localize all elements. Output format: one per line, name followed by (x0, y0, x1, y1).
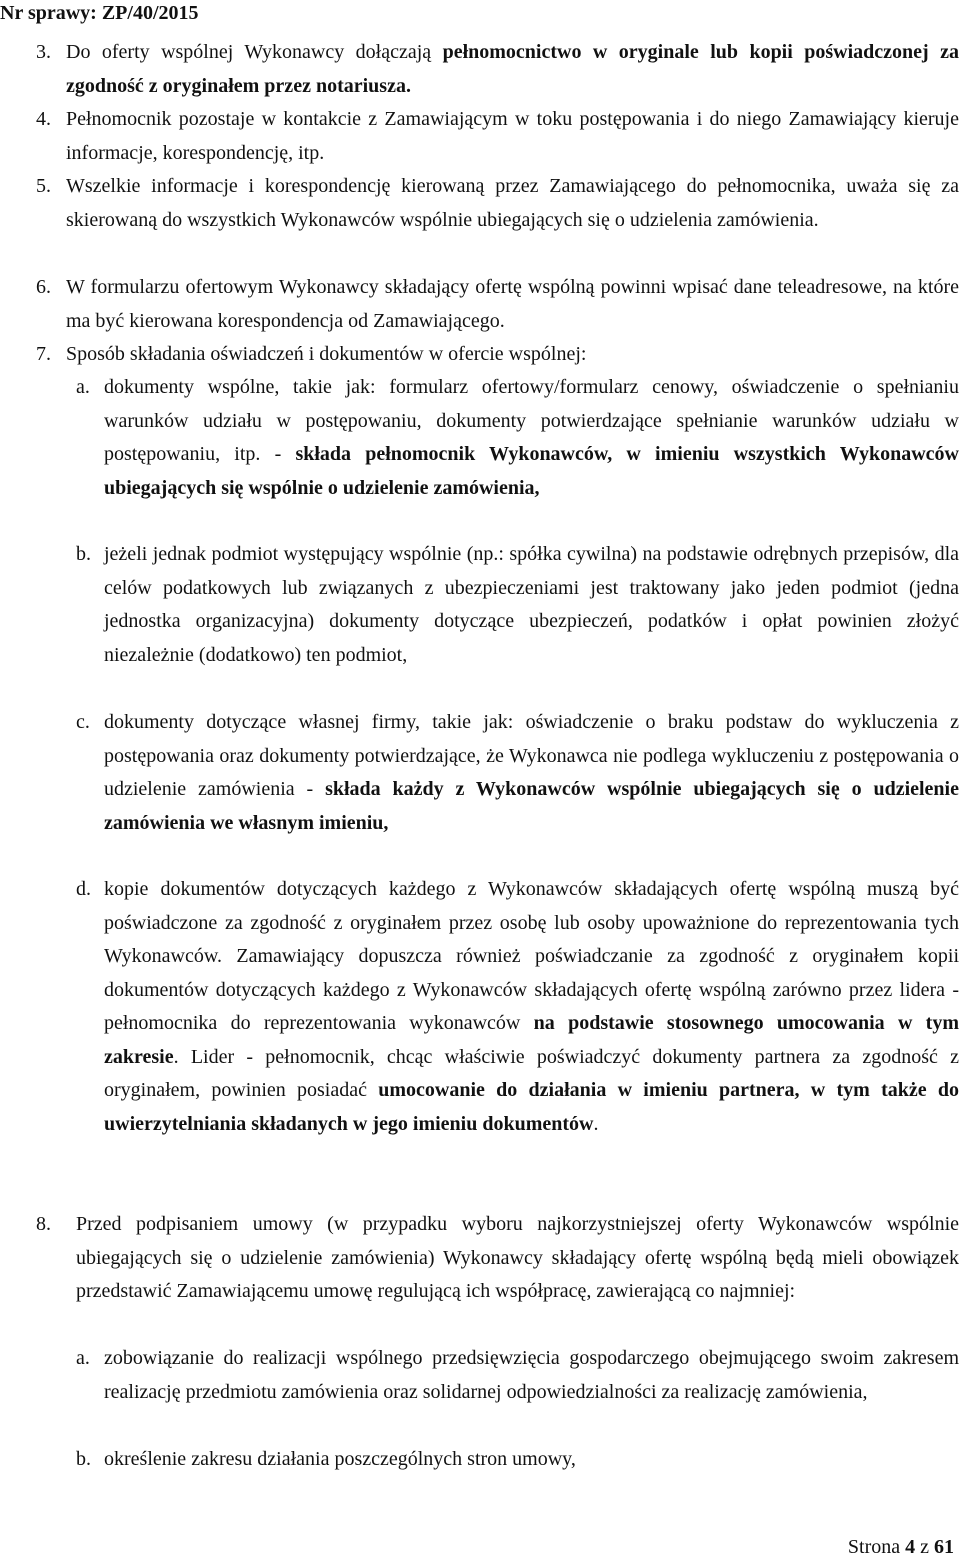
item-8b-text: określenie zakresu działania poszczególnych stron umowy, (104, 1448, 576, 1470)
item-7d-text-plain-2: . Lider - pełnomocnik, chcąc właściwie poświadczyć dokumenty partnera za zgodność z oryginałem, powinien posiadać (104, 1045, 959, 1101)
item-7d-text-bold-2: umocowanie do działania w imieniu partnera, w tym także do uwierzytelniania składanych w jego imieniu dokumentów (104, 1079, 959, 1135)
item-6-text: W formularzu ofertowym Wykonawcy składający ofertę wspólną powinni wpisać dane teleadresowe, na które ma być kierowana korespondencja od Zamawiającego. (66, 276, 959, 332)
item-7a-text (104, 371, 959, 505)
item-3-text-plain: Do oferty wspólnej Wykonawcy dołączają (66, 41, 443, 63)
item-3-text-bold: pełnomocnictwo w oryginale lub kopii poświadczonej za zgodność z oryginałem przez notariusza. (66, 41, 959, 97)
item-7d-text-plain-3: . (593, 1112, 599, 1135)
item-7a-text-plain: dokumenty wspólne, takie jak: formularz ofertowy/formularz cenowy, oświadczenie o spełnianiu warunków udziału w postępowaniu, dokumenty potwierdzające spełnianie warunków udziału w postępowaniu, itp. - (104, 376, 959, 465)
item-8-text: Przed podpisaniem umowy (w przypadku wyboru najkorzystniejszej oferty Wykonawców wspólnie ubiegających się o udzielenie zamówienia) Wykonawcy składający ofertę wspólną będą mieli obowiązek przedstawić Zamawiającemu umowę regulującą ich współpracę, zawierającą co najmniej: (76, 1213, 959, 1302)
item-3-text (66, 36, 959, 103)
item-7d-label: d. (76, 878, 91, 900)
item-8a-label: a. (76, 1347, 90, 1369)
item-7c-text-bold: składa każdy z Wykonawców wspólnie ubiegających się o udzielenie zamówienia we własnym imieniu, (104, 778, 959, 834)
item-7a-text-bold: składa pełnomocnik Wykonawców, w imieniu wszystkich Wykonawców ubiegających się wspólnie o udzielenie zamówienia, (104, 443, 959, 499)
item-5-text: Wszelkie informacje i korespondencję kierowaną przez Zamawiającego do pełnomocnika, uważa się za skierowaną do wszystkich Wykonawców wspólnie ubiegających się o udzielenia zamówienia. (66, 175, 959, 231)
item-6-number: 6. (36, 276, 51, 298)
item-8a-text: zobowiązanie do realizacji wspólnego przedsięwzięcia gospodarczego obejmującego swoim zakresem realizację przedmiotu zamówienia oraz solidarnej odpowiedzialności za realizację zamówienia, (104, 1347, 959, 1403)
case-number-header: Nr sprawy: ZP/40/2015 (0, 2, 199, 24)
item-7d-text (104, 873, 959, 1141)
page-number-separator: z (915, 1536, 934, 1558)
item-7-text: Sposób składania oświadczeń i dokumentów w ofercie wspólnej: (66, 343, 587, 365)
item-7d-text-plain-1: kopie dokumentów dotyczących każdego z Wykonawców składających ofertę wspólną muszą być poświadczone za zgodność z oryginałem przez osobę lub osoby upoważnione do reprezentowania tych Wykonawców. Zamawiający dopuszcza również poświadczanie za zgodność z oryginałem kopii dokumentów dotyczących każdego z Wykonawców składających ofertę wspólną zarówno przez lidera - pełnomocnika do reprezentowania wykonawców (104, 878, 959, 1034)
item-8b-label: b. (76, 1448, 91, 1470)
item-7c-label: c. (76, 711, 90, 733)
item-7c-text (104, 706, 959, 840)
item-5-number: 5. (36, 175, 51, 197)
item-7a-label: a. (76, 376, 90, 398)
item-4-text: Pełnomocnik pozostaje w kontakcie z Zamawiającym w toku postępowania i do niego Zamawiający kieruje informacje, korespondencję, itp. (66, 108, 959, 164)
item-7c-text-plain: dokumenty dotyczące własnej firmy, takie jak: oświadczenie o braku podstaw do wykluczenia z postępowania oraz dokumenty potwierdzające, że Wykonawca nie podlega wykluczeniu z postępowania o udzielenie zamówienia - (104, 711, 959, 800)
page-number-total: 61 (934, 1536, 954, 1558)
page-number-prefix: Strona (847, 1536, 906, 1558)
page-number-current: 4 (905, 1536, 916, 1558)
item-3-number: 3. (36, 41, 51, 63)
item-4-number: 4. (36, 108, 51, 130)
item-7d-text-bold-1: na podstawie stosownego umocowania w tym zakresie (104, 1012, 960, 1068)
item-7b-text: jeżeli jednak podmiot występujący wspólnie (np.: spółka cywilna) na podstawie odrębnych przepisów, dla celów podatkowych lub związanych z ubezpieczeniami jest traktowany jako jeden podmiot (jedna jednostka organizacyjna) dokumenty dotyczące ubezpieczeń, podatków i opłat powinien złożyć niezależnie (dodatkowo) ten podmiot, (104, 543, 959, 666)
item-7-number: 7. (36, 343, 51, 365)
item-7b-label: b. (76, 543, 91, 565)
page-number-footer (848, 1534, 954, 1560)
item-8-number: 8. (36, 1213, 51, 1235)
